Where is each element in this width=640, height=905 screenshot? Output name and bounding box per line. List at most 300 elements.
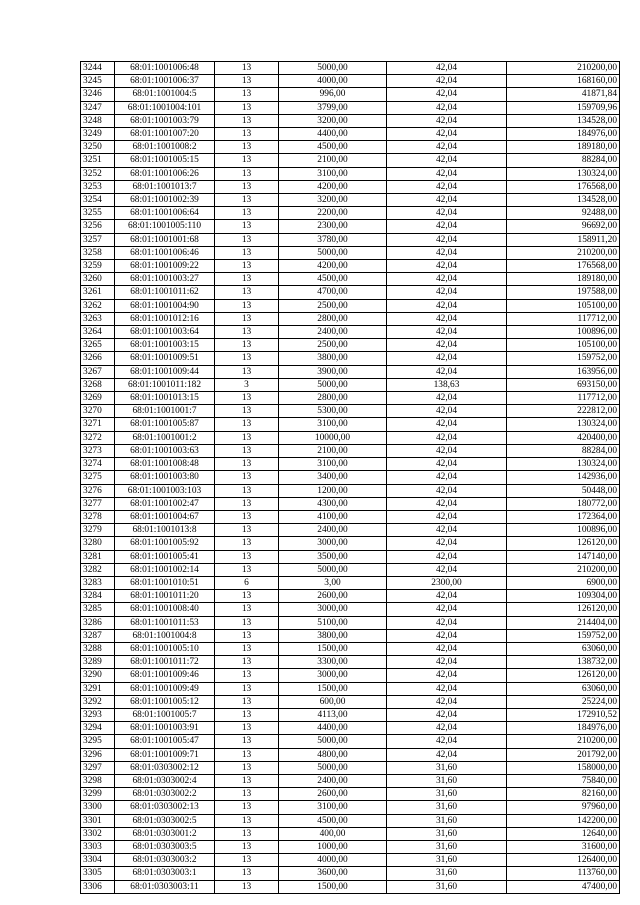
table-row [81,642,620,655]
category-code-cell: 13 [215,603,279,616]
area-cell: 4400,00 [279,128,387,141]
cadastral-value-cell: 159752,00 [507,352,620,365]
cadastral-value-cell: 214404,00 [507,616,620,629]
area-cell: 4700,00 [279,286,387,299]
cadastral-value-cell: 176568,00 [507,180,620,193]
area-cell: 1200,00 [279,484,387,497]
rate-cell: 42,04 [387,101,507,114]
table-row [81,669,620,682]
rate-cell: 42,04 [387,458,507,471]
area-cell: 5100,00 [279,616,387,629]
row-number-cell: 3290 [81,669,115,682]
row-number-cell: 3295 [81,735,115,748]
cadastral-number-cell: 68:01:1001004:67 [115,510,215,523]
area-cell: 2600,00 [279,788,387,801]
table-row [81,550,620,563]
category-code-cell: 13 [215,510,279,523]
category-code-cell: 13 [215,735,279,748]
area-cell: 3100,00 [279,458,387,471]
category-code-cell: 13 [215,827,279,840]
category-code-cell: 13 [215,682,279,695]
category-code-cell: 13 [215,590,279,603]
rate-cell: 31,60 [387,801,507,814]
table-row [81,365,620,378]
rate-cell: 42,04 [387,497,507,510]
area-cell: 2400,00 [279,524,387,537]
category-code-cell: 13 [215,392,279,405]
cadastral-value-cell: 105100,00 [507,339,620,352]
row-number-cell: 3298 [81,774,115,787]
table-row [81,537,620,550]
rate-cell: 42,04 [387,537,507,550]
category-code-cell: 13 [215,286,279,299]
area-cell: 5000,00 [279,761,387,774]
area-cell: 5000,00 [279,563,387,576]
category-code-cell: 13 [215,405,279,418]
area-cell: 1500,00 [279,642,387,655]
table-row [81,62,620,75]
cadastral-number-cell: 68:01:0303003:1 [115,867,215,880]
row-number-cell: 3250 [81,141,115,154]
table-row [81,128,620,141]
area-cell: 2600,00 [279,590,387,603]
cadastral-number-cell: 68:01:1001004:5 [115,88,215,101]
area-cell: 3100,00 [279,418,387,431]
rate-cell: 31,60 [387,867,507,880]
cadastral-number-cell: 68:01:1001013:8 [115,524,215,537]
row-number-cell: 3244 [81,62,115,75]
cadastral-number-cell: 68:01:1001003:80 [115,471,215,484]
table-row [81,88,620,101]
cadastral-value-cell: 109304,00 [507,590,620,603]
cadastral-number-cell: 68:01:1001008:2 [115,141,215,154]
category-code-cell: 13 [215,854,279,867]
row-number-cell: 3269 [81,392,115,405]
table-row [81,510,620,523]
rate-cell: 31,60 [387,840,507,853]
table-row [81,405,620,418]
table-row [81,774,620,787]
category-code-cell: 13 [215,312,279,325]
rate-cell: 42,04 [387,656,507,669]
cadastral-value-cell: 117712,00 [507,392,620,405]
area-cell: 2800,00 [279,312,387,325]
rate-cell: 31,60 [387,761,507,774]
table-row [81,312,620,325]
cadastral-number-cell: 68:01:0303002:13 [115,801,215,814]
rate-cell: 42,04 [387,524,507,537]
row-number-cell: 3264 [81,326,115,339]
category-code-cell: 13 [215,761,279,774]
category-code-cell: 13 [215,642,279,655]
row-number-cell: 3293 [81,708,115,721]
category-code-cell: 13 [215,669,279,682]
cadastral-number-cell: 68:01:1001003:63 [115,444,215,457]
rate-cell: 42,04 [387,114,507,127]
rate-cell: 42,04 [387,722,507,735]
area-cell: 3300,00 [279,656,387,669]
rate-cell: 42,04 [387,75,507,88]
cadastral-number-cell: 68:01:1001009:22 [115,260,215,273]
table-row [81,497,620,510]
category-code-cell: 13 [215,444,279,457]
area-cell: 3000,00 [279,603,387,616]
area-cell: 2400,00 [279,326,387,339]
row-number-cell: 3245 [81,75,115,88]
category-code-cell: 13 [215,75,279,88]
table-row [81,299,620,312]
cadastral-value-cell: 97960,00 [507,801,620,814]
cadastral-number-cell: 68:01:0303003:5 [115,840,215,853]
cadastral-value-cell: 158911,20 [507,233,620,246]
rate-cell: 42,04 [387,669,507,682]
row-number-cell: 3256 [81,220,115,233]
cadastral-number-cell: 68:01:1001004:101 [115,101,215,114]
area-cell: 3799,00 [279,101,387,114]
row-number-cell: 3273 [81,444,115,457]
category-code-cell: 13 [215,524,279,537]
cadastral-number-cell: 68:01:1001006:37 [115,75,215,88]
category-code-cell: 13 [215,801,279,814]
cadastral-number-cell: 68:01:1001003:103 [115,484,215,497]
area-cell: 1500,00 [279,880,387,893]
table-row [81,814,620,827]
table-row [81,603,620,616]
area-cell: 3200,00 [279,194,387,207]
cadastral-value-cell: 126120,00 [507,537,620,550]
category-code-cell: 13 [215,88,279,101]
row-number-cell: 3247 [81,101,115,114]
cadastral-value-cell: 201792,00 [507,748,620,761]
category-code-cell: 13 [215,695,279,708]
row-number-cell: 3249 [81,128,115,141]
cadastral-value-cell: 158000,00 [507,761,620,774]
category-code-cell: 13 [215,550,279,563]
cadastral-value-table [80,61,620,894]
cadastral-value-cell: 96692,00 [507,220,620,233]
row-number-cell: 3254 [81,194,115,207]
category-code-cell: 13 [215,246,279,259]
row-number-cell: 3248 [81,114,115,127]
cadastral-number-cell: 68:01:1001003:27 [115,273,215,286]
row-number-cell: 3255 [81,207,115,220]
row-number-cell: 3253 [81,180,115,193]
cadastral-value-cell: 130324,00 [507,167,620,180]
table-row [81,801,620,814]
area-cell: 5000,00 [279,62,387,75]
cadastral-number-cell: 68:01:1001001:7 [115,405,215,418]
cadastral-number-cell: 68:01:1001001:68 [115,233,215,246]
rate-cell: 42,04 [387,431,507,444]
table-row [81,471,620,484]
area-cell: 4200,00 [279,260,387,273]
area-cell: 2500,00 [279,299,387,312]
area-cell: 3780,00 [279,233,387,246]
cadastral-number-cell: 68:01:1001002:14 [115,563,215,576]
cadastral-number-cell: 68:01:1001003:64 [115,326,215,339]
table-row [81,167,620,180]
cadastral-value-cell: 47400,00 [507,880,620,893]
rate-cell: 42,04 [387,708,507,721]
cadastral-number-cell: 68:01:1001012:16 [115,312,215,325]
rate-cell: 42,04 [387,299,507,312]
cadastral-value-cell: 172910,52 [507,708,620,721]
cadastral-value-cell: 92488,00 [507,207,620,220]
table-row [81,260,620,273]
row-number-cell: 3302 [81,827,115,840]
cadastral-number-cell: 68:01:1001008:40 [115,603,215,616]
row-number-cell: 3271 [81,418,115,431]
cadastral-value-cell: 63060,00 [507,642,620,655]
category-code-cell: 13 [215,365,279,378]
table-row [81,207,620,220]
cadastral-number-cell: 68:01:0303003:2 [115,854,215,867]
area-cell: 5000,00 [279,246,387,259]
row-number-cell: 3279 [81,524,115,537]
rate-cell: 42,04 [387,471,507,484]
cadastral-value-cell: 105100,00 [507,299,620,312]
row-number-cell: 3282 [81,563,115,576]
category-code-cell: 13 [215,167,279,180]
cadastral-value-cell: 50448,00 [507,484,620,497]
table-row [81,484,620,497]
category-code-cell: 13 [215,299,279,312]
cadastral-number-cell: 68:01:1001002:39 [115,194,215,207]
cadastral-number-cell: 68:01:1001009:51 [115,352,215,365]
table-row [81,708,620,721]
cadastral-value-cell: 222812,00 [507,405,620,418]
row-number-cell: 3292 [81,695,115,708]
table-row [81,352,620,365]
table-row [81,431,620,444]
cadastral-value-cell: 197588,00 [507,286,620,299]
area-cell: 5000,00 [279,378,387,391]
rate-cell: 42,04 [387,286,507,299]
cadastral-value-cell: 75840,00 [507,774,620,787]
cadastral-number-cell: 68:01:1001006:26 [115,167,215,180]
table-row [81,576,620,589]
rate-cell: 2300,00 [387,576,507,589]
table-row [81,695,620,708]
rate-cell: 42,04 [387,88,507,101]
area-cell: 2300,00 [279,220,387,233]
category-code-cell: 13 [215,880,279,893]
row-number-cell: 3288 [81,642,115,655]
table-row [81,682,620,695]
cadastral-number-cell: 68:01:1001005:110 [115,220,215,233]
table-row [81,326,620,339]
row-number-cell: 3272 [81,431,115,444]
cadastral-value-cell: 142200,00 [507,814,620,827]
rate-cell: 138,63 [387,378,507,391]
rate-cell: 42,04 [387,418,507,431]
cadastral-value-cell: 88284,00 [507,154,620,167]
cadastral-number-cell: 68:01:1001005:87 [115,418,215,431]
rate-cell: 42,04 [387,167,507,180]
row-number-cell: 3301 [81,814,115,827]
cadastral-number-cell: 68:01:1001010:51 [115,576,215,589]
row-number-cell: 3251 [81,154,115,167]
cadastral-value-cell: 176568,00 [507,260,620,273]
category-code-cell: 13 [215,180,279,193]
cadastral-value-cell: 113760,00 [507,867,620,880]
area-cell: 3000,00 [279,669,387,682]
area-cell: 3400,00 [279,471,387,484]
category-code-cell: 13 [215,326,279,339]
table-row [81,392,620,405]
category-code-cell: 6 [215,576,279,589]
category-code-cell: 13 [215,260,279,273]
cadastral-number-cell: 68:01:1001009:49 [115,682,215,695]
category-code-cell: 3 [215,378,279,391]
table-row [81,273,620,286]
cadastral-number-cell: 68:01:1001002:47 [115,497,215,510]
table-row [81,101,620,114]
cadastral-value-cell: 100896,00 [507,524,620,537]
table-row [81,114,620,127]
category-code-cell: 13 [215,774,279,787]
row-number-cell: 3274 [81,458,115,471]
rate-cell: 31,60 [387,814,507,827]
table-row [81,524,620,537]
area-cell: 3100,00 [279,167,387,180]
area-cell: 4200,00 [279,180,387,193]
cadastral-value-cell: 63060,00 [507,682,620,695]
category-code-cell: 13 [215,273,279,286]
cadastral-number-cell: 68:01:1001004:8 [115,629,215,642]
row-number-cell: 3281 [81,550,115,563]
category-code-cell: 13 [215,616,279,629]
cadastral-value-cell: 100896,00 [507,326,620,339]
row-number-cell: 3260 [81,273,115,286]
cadastral-value-cell: 159752,00 [507,629,620,642]
cadastral-value-cell: 163956,00 [507,365,620,378]
table-body [81,62,620,894]
row-number-cell: 3252 [81,167,115,180]
category-code-cell: 13 [215,220,279,233]
rate-cell: 31,60 [387,774,507,787]
table-row [81,735,620,748]
category-code-cell: 13 [215,867,279,880]
cadastral-value-cell: 180772,00 [507,497,620,510]
area-cell: 2500,00 [279,339,387,352]
table-row [81,867,620,880]
rate-cell: 42,04 [387,220,507,233]
row-number-cell: 3291 [81,682,115,695]
row-number-cell: 3287 [81,629,115,642]
cadastral-value-cell: 189180,00 [507,273,620,286]
rate-cell: 42,04 [387,484,507,497]
cadastral-value-cell: 130324,00 [507,458,620,471]
category-code-cell: 13 [215,484,279,497]
cadastral-number-cell: 68:01:1001003:91 [115,722,215,735]
rate-cell: 42,04 [387,273,507,286]
area-cell: 400,00 [279,827,387,840]
area-cell: 3800,00 [279,629,387,642]
area-cell: 3600,00 [279,867,387,880]
area-cell: 4500,00 [279,141,387,154]
area-cell: 5000,00 [279,735,387,748]
category-code-cell: 13 [215,101,279,114]
cadastral-value-cell: 693150,00 [507,378,620,391]
rate-cell: 42,04 [387,312,507,325]
cadastral-number-cell: 68:01:0303002:12 [115,761,215,774]
rate-cell: 31,60 [387,827,507,840]
area-cell: 2100,00 [279,154,387,167]
cadastral-number-cell: 68:01:1001009:46 [115,669,215,682]
rate-cell: 42,04 [387,629,507,642]
rate-cell: 31,60 [387,880,507,893]
area-cell: 3200,00 [279,114,387,127]
category-code-cell: 13 [215,722,279,735]
table-row [81,418,620,431]
cadastral-value-cell: 184976,00 [507,128,620,141]
rate-cell: 42,04 [387,180,507,193]
table-row [81,180,620,193]
cadastral-value-cell: 126120,00 [507,603,620,616]
table-row [81,616,620,629]
area-cell: 4300,00 [279,497,387,510]
rate-cell: 42,04 [387,141,507,154]
category-code-cell: 13 [215,128,279,141]
row-number-cell: 3246 [81,88,115,101]
table-row [81,854,620,867]
row-number-cell: 3304 [81,854,115,867]
table-row [81,246,620,259]
row-number-cell: 3257 [81,233,115,246]
cadastral-number-cell: 68:01:0303003:11 [115,880,215,893]
row-number-cell: 3303 [81,840,115,853]
rate-cell: 31,60 [387,854,507,867]
cadastral-number-cell: 68:01:1001003:15 [115,339,215,352]
table-row [81,378,620,391]
cadastral-number-cell: 68:01:1001005:15 [115,154,215,167]
cadastral-value-cell: 189180,00 [507,141,620,154]
area-cell: 600,00 [279,695,387,708]
cadastral-number-cell: 68:01:1001009:71 [115,748,215,761]
cadastral-number-cell: 68:01:1001006:46 [115,246,215,259]
row-number-cell: 3305 [81,867,115,880]
cadastral-number-cell: 68:01:1001006:48 [115,62,215,75]
area-cell: 4000,00 [279,75,387,88]
row-number-cell: 3285 [81,603,115,616]
row-number-cell: 3278 [81,510,115,523]
row-number-cell: 3275 [81,471,115,484]
rate-cell: 42,04 [387,590,507,603]
category-code-cell: 13 [215,748,279,761]
cadastral-value-cell: 41871,84 [507,88,620,101]
row-number-cell: 3263 [81,312,115,325]
row-number-cell: 3276 [81,484,115,497]
rate-cell: 42,04 [387,642,507,655]
row-number-cell: 3265 [81,339,115,352]
category-code-cell: 13 [215,814,279,827]
area-cell: 4500,00 [279,273,387,286]
row-number-cell: 3286 [81,616,115,629]
cadastral-value-cell: 172364,00 [507,510,620,523]
category-code-cell: 13 [215,352,279,365]
cadastral-value-cell: 138732,00 [507,656,620,669]
cadastral-number-cell: 68:01:0303002:4 [115,774,215,787]
category-code-cell: 13 [215,194,279,207]
row-number-cell: 3296 [81,748,115,761]
row-number-cell: 3283 [81,576,115,589]
cadastral-value-cell: 126400,00 [507,854,620,867]
area-cell: 4000,00 [279,854,387,867]
rate-cell: 42,04 [387,563,507,576]
cadastral-number-cell: 68:01:1001004:90 [115,299,215,312]
cadastral-value-cell: 82160,00 [507,788,620,801]
